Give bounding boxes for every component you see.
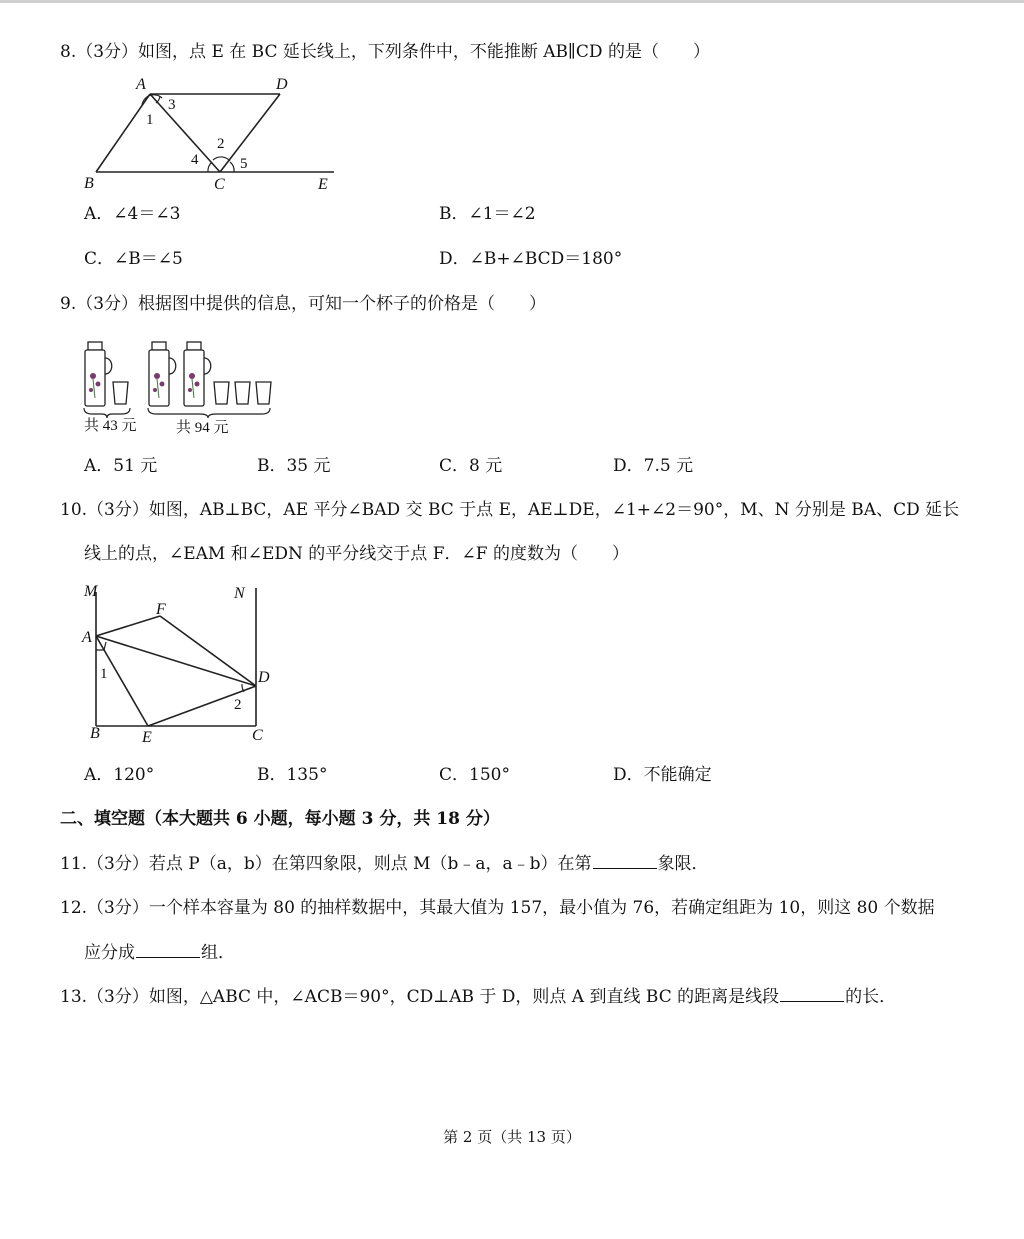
top-border xyxy=(0,0,1024,3)
q10-option-d: D．不能确定 xyxy=(613,765,712,785)
q9-right-total: 共 94 元 xyxy=(176,420,229,436)
q11-answer-blank[interactable] xyxy=(593,854,657,869)
q10-option-c: C．150° xyxy=(439,765,510,785)
q10-label-M: M xyxy=(84,583,98,600)
q8-angle-5: 5 xyxy=(240,156,248,172)
q8-label-B: B xyxy=(84,175,94,192)
q10-figure xyxy=(76,580,276,750)
q12-text-after: 组． xyxy=(201,943,235,963)
q9-figure xyxy=(80,334,280,438)
q9-stem: 9.（3分）根据图中提供的信息，可知一个杯子的价格是（ ） xyxy=(60,294,547,314)
q10-label-C: C xyxy=(252,727,263,744)
q12-line1: 12.（3分）一个样本容量为 80 的抽样数据中，其最大值为 157，最小值为 76，若确定组距为 10，则这 80 个数据 xyxy=(60,898,935,918)
q10-option-a: A．120° xyxy=(84,765,155,785)
q8-label-C: C xyxy=(214,176,225,193)
page-footer: 第 2 页（共 13 页） xyxy=(443,1128,581,1146)
q12-answer-blank[interactable] xyxy=(136,943,200,958)
q8-label-E: E xyxy=(318,176,328,193)
q9-option-d: D．7.5 元 xyxy=(613,456,694,476)
q8-option-d: D．∠B+∠BCD＝180° xyxy=(439,249,623,269)
section-title: 二、填空题（本大题共 6 小题，每小题 3 分，共 18 分） xyxy=(60,809,500,829)
q8-option-a: A．∠4＝∠3 xyxy=(84,204,181,224)
q10-label-A: A xyxy=(82,629,92,646)
q10-stem-line2: 线上的点，∠EAM 和∠EDN 的平分线交于点 F．∠F 的度数为（ ） xyxy=(84,544,629,564)
q10-label-F: F xyxy=(156,601,166,618)
q9-left-total: 共 43 元 xyxy=(84,418,137,434)
q13-text-after: 的长． xyxy=(845,987,897,1007)
q10-label-E: E xyxy=(142,729,152,746)
q11 xyxy=(60,853,709,875)
q12-line2 xyxy=(84,942,235,964)
q8-option-b: B．∠1＝∠2 xyxy=(439,204,536,224)
q8-label-D: D xyxy=(276,76,288,93)
q13-text-before: 13.（3分）如图，△ABC 中，∠ACB＝90°，CD⊥AB 于 D，则点 A 到直线 BC 的距离是线段 xyxy=(60,987,780,1007)
q10-stem-line1: 10.（3分）如图，AB⊥BC，AE 平分∠BAD 交 BC 于点 E，AE⊥DE，∠1+∠2＝90°，M、N 分别是 BA、CD 延长 xyxy=(60,500,960,520)
q10-angle-2: 2 xyxy=(234,697,242,713)
q13-answer-blank[interactable] xyxy=(780,987,844,1002)
q13 xyxy=(60,986,896,1008)
q8-angle-4: 4 xyxy=(191,152,199,168)
q9-option-c: C．8 元 xyxy=(439,456,503,476)
q8-angle-3: 3 xyxy=(168,97,176,113)
q8-label-A: A xyxy=(136,76,146,93)
q9-option-a: A．51 元 xyxy=(84,456,158,476)
q10-angle-1: 1 xyxy=(100,666,108,682)
q11-text-before: 11.（3分）若点 P（a，b）在第四象限，则点 M（b﹣a，a﹣b）在第 xyxy=(60,854,592,874)
q12-text-before: 应分成 xyxy=(84,943,135,963)
q10-label-N: N xyxy=(234,585,245,602)
q9-option-b: B．35 元 xyxy=(257,456,331,476)
q11-text-after: 象限． xyxy=(657,854,709,874)
q8-angle-2: 2 xyxy=(217,136,225,152)
q10-option-b: B．135° xyxy=(257,765,328,785)
q8-figure xyxy=(80,72,340,194)
q10-label-B: B xyxy=(90,725,100,742)
q8-angle-1: 1 xyxy=(146,112,154,128)
q8-option-c: C．∠B＝∠5 xyxy=(84,249,183,269)
q8-stem: 8.（3分）如图，点 E 在 BC 延长线上，下列条件中，不能推断 AB∥CD 的是（ ） xyxy=(60,42,710,62)
q10-label-D: D xyxy=(258,669,270,686)
